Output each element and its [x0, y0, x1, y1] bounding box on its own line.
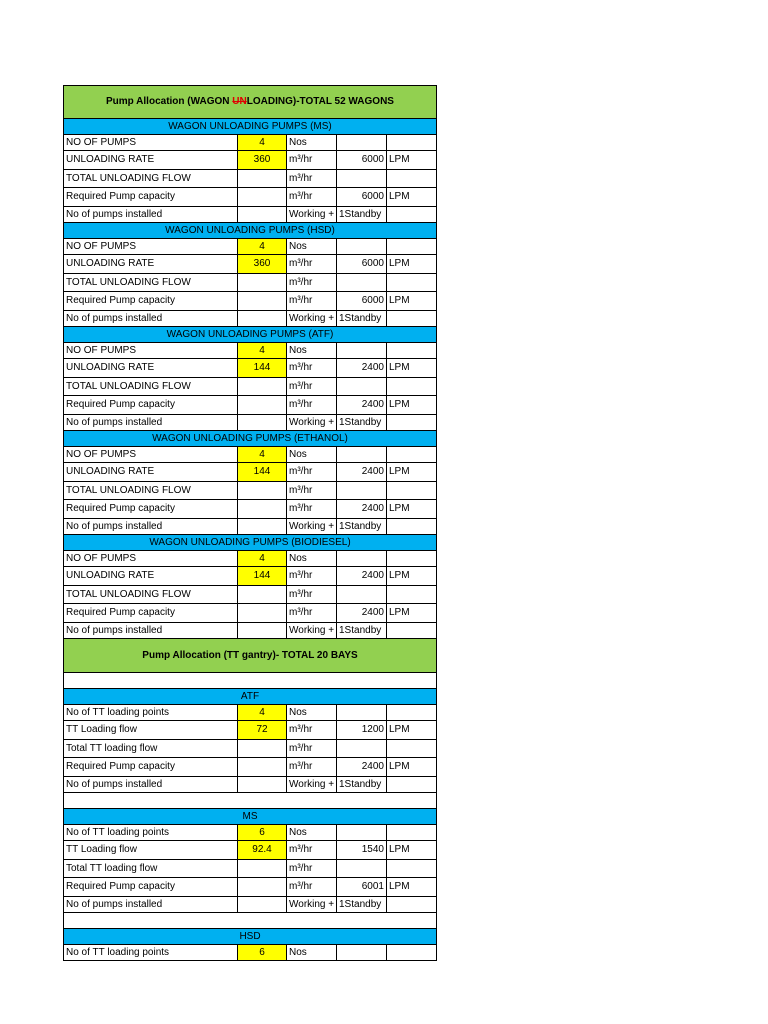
- table-cell: LPM: [387, 359, 437, 378]
- table-cell: m³/hr: [287, 567, 337, 586]
- table-cell: No of pumps installed: [63, 415, 238, 431]
- table-cell: [387, 239, 437, 255]
- table-cell: LPM: [387, 878, 437, 897]
- spreadsheet: [63, 85, 437, 961]
- wagon-title: [63, 85, 437, 119]
- table-cell: [387, 415, 437, 431]
- table-cell: NO OF PUMPS: [63, 447, 238, 463]
- table-cell: TOTAL UNLOADING FLOW: [63, 378, 238, 396]
- table-row: [63, 551, 437, 567]
- table-row: [63, 170, 437, 188]
- table-cell: 6000: [337, 188, 387, 207]
- table-cell: m³/hr: [287, 359, 337, 378]
- table-cell: No of pumps installed: [63, 311, 238, 327]
- table-cell: [387, 482, 437, 500]
- table-cell: 4: [238, 135, 287, 151]
- table-cell: [387, 740, 437, 758]
- section-header: HSD: [63, 929, 437, 945]
- table-cell: LPM: [387, 604, 437, 623]
- table-cell: 6: [238, 945, 287, 961]
- table-cell: m³/hr: [287, 604, 337, 623]
- table-cell: 360: [238, 151, 287, 170]
- table-cell: 2400: [337, 396, 387, 415]
- table-row: [63, 151, 437, 170]
- table-cell: TT Loading flow: [63, 841, 238, 860]
- table-row: [63, 586, 437, 604]
- struck-text: UN: [232, 96, 247, 107]
- table-cell: m³/hr: [287, 841, 337, 860]
- table-cell: 1Standby: [337, 415, 387, 431]
- table-row: [63, 378, 437, 396]
- section-header: WAGON UNLOADING PUMPS (ETHANOL): [63, 431, 437, 447]
- table-row: [63, 705, 437, 721]
- table-row: [63, 207, 437, 223]
- table-cell: [387, 623, 437, 639]
- table-cell: m³/hr: [287, 396, 337, 415]
- table-cell: [387, 777, 437, 793]
- table-cell: [337, 945, 387, 961]
- table-cell: [387, 897, 437, 913]
- table-cell: [387, 207, 437, 223]
- table-cell: [238, 860, 287, 878]
- section-header: WAGON UNLOADING PUMPS (MS): [63, 119, 437, 135]
- table-cell: m³/hr: [287, 378, 337, 396]
- table-cell: UNLOADING RATE: [63, 255, 238, 274]
- table-cell: [337, 447, 387, 463]
- table-cell: [337, 482, 387, 500]
- table-cell: TOTAL UNLOADING FLOW: [63, 482, 238, 500]
- table-cell: m³/hr: [287, 758, 337, 777]
- table-cell: Required Pump capacity: [63, 292, 238, 311]
- table-cell: [238, 292, 287, 311]
- table-cell: [238, 519, 287, 535]
- table-cell: NO OF PUMPS: [63, 135, 238, 151]
- table-cell: NO OF PUMPS: [63, 343, 238, 359]
- table-row: [63, 567, 437, 586]
- table-cell: No of pumps installed: [63, 897, 238, 913]
- table-cell: LPM: [387, 151, 437, 170]
- table-cell: Nos: [287, 447, 337, 463]
- table-cell: [387, 170, 437, 188]
- table-cell: 4: [238, 551, 287, 567]
- table-cell: m³/hr: [287, 500, 337, 519]
- table-cell: 1200: [337, 721, 387, 740]
- table-row: [63, 623, 437, 639]
- table-row: [63, 758, 437, 777]
- table-cell: [387, 343, 437, 359]
- table-row: [63, 415, 437, 431]
- table-row: [63, 135, 437, 151]
- table-cell: [387, 274, 437, 292]
- table-cell: [387, 551, 437, 567]
- table-row: [63, 721, 437, 740]
- table-row: [63, 292, 437, 311]
- table-cell: Nos: [287, 135, 337, 151]
- table-cell: [337, 705, 387, 721]
- table-cell: [387, 519, 437, 535]
- table-cell: 144: [238, 463, 287, 482]
- table-row: [63, 343, 437, 359]
- table-cell: [337, 825, 387, 841]
- table-row: [63, 777, 437, 793]
- table-cell: 4: [238, 705, 287, 721]
- table-row: [63, 396, 437, 415]
- table-cell: No of pumps installed: [63, 519, 238, 535]
- table-cell: LPM: [387, 758, 437, 777]
- table-cell: Nos: [287, 945, 337, 961]
- table-row: [63, 188, 437, 207]
- table-cell: 72: [238, 721, 287, 740]
- table-cell: [238, 311, 287, 327]
- table-cell: 2400: [337, 758, 387, 777]
- section-header: ATF: [63, 689, 437, 705]
- table-cell: Nos: [287, 343, 337, 359]
- table-row: [63, 860, 437, 878]
- table-cell: [238, 623, 287, 639]
- table-cell: 6: [238, 825, 287, 841]
- table-cell: m³/hr: [287, 721, 337, 740]
- table-cell: [387, 586, 437, 604]
- table-cell: 144: [238, 567, 287, 586]
- table-cell: Working +: [287, 519, 337, 535]
- table-cell: [387, 135, 437, 151]
- table-cell: Required Pump capacity: [63, 396, 238, 415]
- table-cell: 144: [238, 359, 287, 378]
- table-cell: 2400: [337, 567, 387, 586]
- table-cell: LPM: [387, 463, 437, 482]
- table-cell: No of pumps installed: [63, 623, 238, 639]
- table-row: [63, 500, 437, 519]
- table-cell: No of pumps installed: [63, 777, 238, 793]
- section-header: WAGON UNLOADING PUMPS (HSD): [63, 223, 437, 239]
- table-cell: Working +: [287, 415, 337, 431]
- table-cell: Working +: [287, 311, 337, 327]
- table-cell: [238, 378, 287, 396]
- table-cell: 2400: [337, 359, 387, 378]
- table-cell: LPM: [387, 721, 437, 740]
- table-row: [63, 519, 437, 535]
- table-cell: m³/hr: [287, 586, 337, 604]
- tt-title: Pump Allocation (TT gantry)- TOTAL 20 BAYS: [63, 639, 437, 673]
- table-cell: 2400: [337, 604, 387, 623]
- table-row: [63, 897, 437, 913]
- table-cell: LPM: [387, 396, 437, 415]
- table-cell: [238, 740, 287, 758]
- table-cell: m³/hr: [287, 482, 337, 500]
- table-cell: Total TT loading flow: [63, 860, 238, 878]
- blank-row: [63, 793, 437, 809]
- table-cell: Working +: [287, 777, 337, 793]
- table-row: [63, 740, 437, 758]
- table-cell: 4: [238, 239, 287, 255]
- table-cell: Working +: [287, 623, 337, 639]
- table-cell: 1Standby: [337, 207, 387, 223]
- table-cell: [337, 551, 387, 567]
- table-cell: [238, 415, 287, 431]
- table-cell: [387, 860, 437, 878]
- table-cell: [387, 705, 437, 721]
- table-cell: 1Standby: [337, 777, 387, 793]
- table-row: [63, 274, 437, 292]
- table-cell: Nos: [287, 551, 337, 567]
- table-row: [63, 463, 437, 482]
- table-row: [63, 604, 437, 623]
- table-cell: [337, 239, 387, 255]
- table-cell: UNLOADING RATE: [63, 463, 238, 482]
- table-cell: 1Standby: [337, 897, 387, 913]
- table-cell: NO OF PUMPS: [63, 239, 238, 255]
- table-row: [63, 482, 437, 500]
- table-cell: 6001: [337, 878, 387, 897]
- table-cell: 6000: [337, 255, 387, 274]
- table-cell: LPM: [387, 841, 437, 860]
- table-cell: 6000: [337, 151, 387, 170]
- table-cell: [238, 482, 287, 500]
- table-cell: m³/hr: [287, 463, 337, 482]
- table-cell: [337, 740, 387, 758]
- table-cell: [387, 825, 437, 841]
- table-cell: TOTAL UNLOADING FLOW: [63, 170, 238, 188]
- table-cell: Nos: [287, 239, 337, 255]
- table-row: [63, 825, 437, 841]
- table-row: [63, 447, 437, 463]
- table-cell: Required Pump capacity: [63, 500, 238, 519]
- table-cell: [238, 207, 287, 223]
- table-cell: m³/hr: [287, 292, 337, 311]
- table-cell: Required Pump capacity: [63, 878, 238, 897]
- table-cell: Nos: [287, 705, 337, 721]
- table-cell: [238, 604, 287, 623]
- table-cell: m³/hr: [287, 151, 337, 170]
- table-cell: m³/hr: [287, 274, 337, 292]
- table-cell: [238, 777, 287, 793]
- blank-row: [63, 913, 437, 929]
- section-header: WAGON UNLOADING PUMPS (ATF): [63, 327, 437, 343]
- table-cell: [238, 188, 287, 207]
- table-cell: Working +: [287, 897, 337, 913]
- table-cell: No of pumps installed: [63, 207, 238, 223]
- table-cell: No of TT loading points: [63, 825, 238, 841]
- table-cell: LPM: [387, 255, 437, 274]
- table-cell: Working +: [287, 207, 337, 223]
- table-cell: 4: [238, 343, 287, 359]
- blank-row: [63, 673, 437, 689]
- table-cell: [387, 378, 437, 396]
- table-cell: 1Standby: [337, 623, 387, 639]
- table-cell: 360: [238, 255, 287, 274]
- table-cell: 2400: [337, 463, 387, 482]
- section-header: WAGON UNLOADING PUMPS (BIODIESEL): [63, 535, 437, 551]
- table-cell: [387, 945, 437, 961]
- table-cell: [337, 343, 387, 359]
- table-cell: No of TT loading points: [63, 945, 238, 961]
- table-cell: [238, 274, 287, 292]
- table-cell: m³/hr: [287, 740, 337, 758]
- table-cell: [238, 758, 287, 777]
- table-cell: UNLOADING RATE: [63, 567, 238, 586]
- table-cell: NO OF PUMPS: [63, 551, 238, 567]
- table-row: [63, 878, 437, 897]
- table-cell: Required Pump capacity: [63, 758, 238, 777]
- table-cell: TOTAL UNLOADING FLOW: [63, 586, 238, 604]
- table-cell: [337, 135, 387, 151]
- section-header: MS: [63, 809, 437, 825]
- table-cell: UNLOADING RATE: [63, 359, 238, 378]
- table-row: [63, 359, 437, 378]
- table-cell: [238, 396, 287, 415]
- table-cell: No of TT loading points: [63, 705, 238, 721]
- table-cell: [337, 586, 387, 604]
- table-cell: Pump Allocation (WAGON: [106, 96, 233, 107]
- table-cell: Total TT loading flow: [63, 740, 238, 758]
- table-cell: 1Standby: [337, 519, 387, 535]
- table-cell: Required Pump capacity: [63, 604, 238, 623]
- table-cell: UNLOADING RATE: [63, 151, 238, 170]
- table-cell: LOADING)-TOTAL 52 WAGONS: [246, 96, 394, 107]
- table-cell: m³/hr: [287, 860, 337, 878]
- table-cell: m³/hr: [287, 255, 337, 274]
- table-cell: 6000: [337, 292, 387, 311]
- table-cell: [238, 170, 287, 188]
- table-cell: LPM: [387, 292, 437, 311]
- table-row: [63, 239, 437, 255]
- table-cell: [337, 170, 387, 188]
- table-cell: m³/hr: [287, 188, 337, 207]
- table-row: [63, 945, 437, 961]
- table-cell: [337, 860, 387, 878]
- table-cell: 1540: [337, 841, 387, 860]
- table-cell: [238, 897, 287, 913]
- table-cell: TOTAL UNLOADING FLOW: [63, 274, 238, 292]
- table-cell: Nos: [287, 825, 337, 841]
- table-cell: 2400: [337, 500, 387, 519]
- table-cell: [387, 447, 437, 463]
- table-row: [63, 255, 437, 274]
- table-cell: m³/hr: [287, 170, 337, 188]
- table-cell: LPM: [387, 567, 437, 586]
- table-cell: TT Loading flow: [63, 721, 238, 740]
- table-row: [63, 841, 437, 860]
- table-cell: Required Pump capacity: [63, 188, 238, 207]
- table-cell: 92.4: [238, 841, 287, 860]
- table-row: [63, 311, 437, 327]
- table-cell: LPM: [387, 500, 437, 519]
- table-cell: [238, 878, 287, 897]
- table-cell: [387, 311, 437, 327]
- table-cell: [238, 586, 287, 604]
- table-cell: [337, 274, 387, 292]
- table-cell: LPM: [387, 188, 437, 207]
- table-cell: [337, 378, 387, 396]
- table-cell: 4: [238, 447, 287, 463]
- table-cell: 1Standby: [337, 311, 387, 327]
- table-cell: [238, 500, 287, 519]
- table-cell: m³/hr: [287, 878, 337, 897]
